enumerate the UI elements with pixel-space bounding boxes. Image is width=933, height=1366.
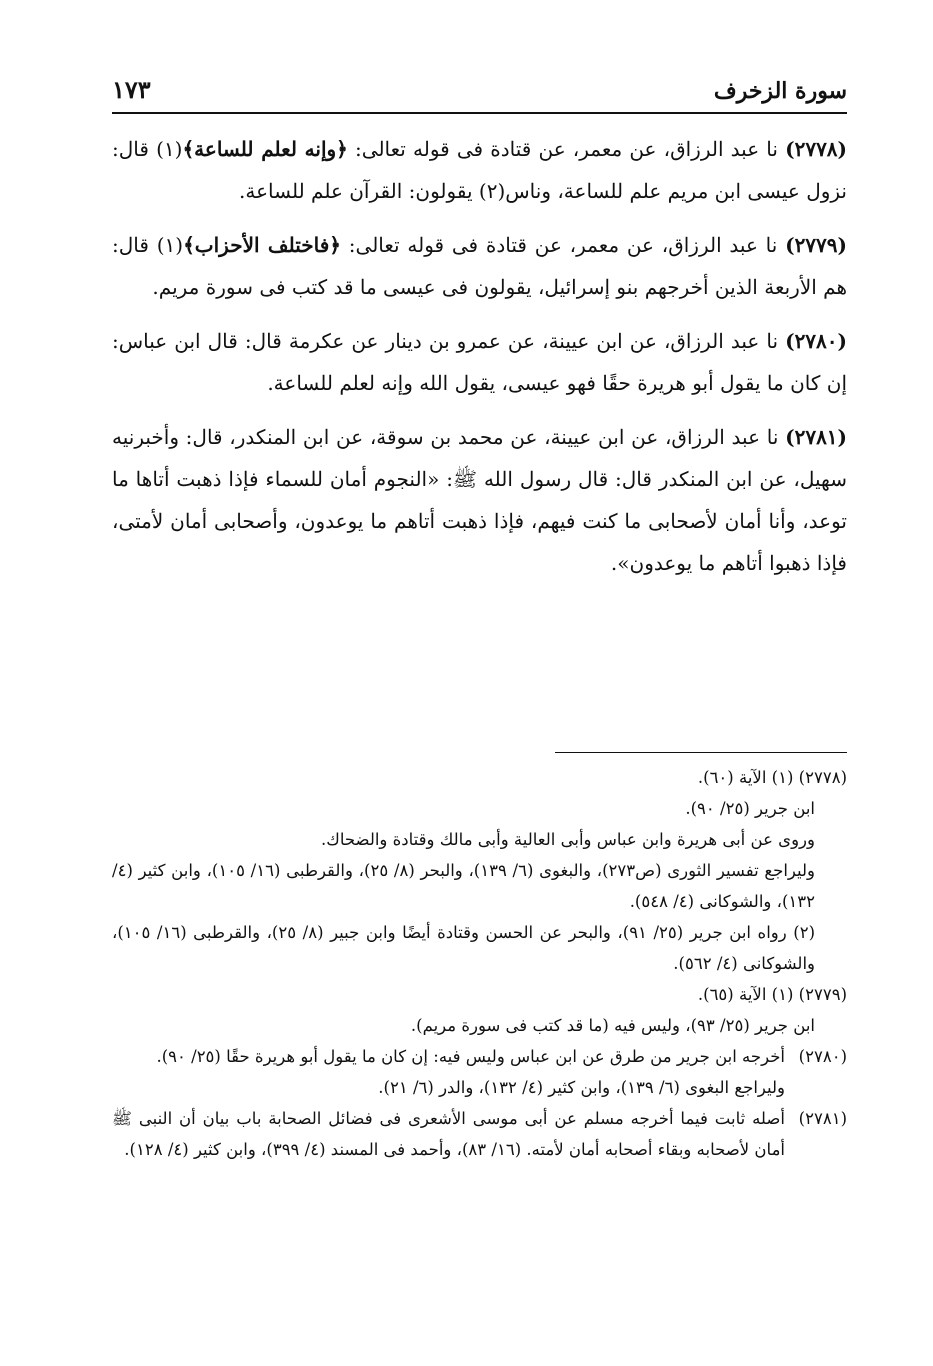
footnote-rule	[555, 752, 847, 753]
surah-title: سورة الزخرف	[713, 78, 847, 104]
hadith-entry-2781	[112, 416, 847, 584]
entry-text: نا عبد الرزاق، عن معمر، عن قتادة فى قوله تعالى:	[355, 137, 778, 161]
header-rule	[112, 112, 847, 114]
footnote-body	[112, 1041, 785, 1103]
footnote-line: ابن جرير (٢٥/ ٩٣)، وليس فيه (ما قد كتب فى سورة مريم).	[410, 1016, 815, 1035]
entry-text: (١) قال: نزول عيسى ابن مريم علم للساعة، وناس(٢) يقولون: القرآن علم للساعة.	[112, 137, 847, 203]
running-header	[112, 64, 847, 104]
footnotes	[112, 762, 847, 1165]
footnote-line: ابن جرير (٢٥/ ٩٠).	[685, 799, 815, 818]
entry-text: (١) قال: هم الأربعة الذين أخرجهم بنو إسرائيل، يقولون فى عيسى ما قد كتب فى سورة مريم.	[112, 233, 847, 299]
footnote-2779	[112, 979, 847, 1041]
hadith-entry-2778	[112, 128, 847, 212]
quran-quote: ﴿وإنه لعلم للساعة﴾	[182, 137, 348, 161]
footnote-line: وليراجع البغوى (٦/ ١٣٩)، وابن كثير (٤/ ١٣٢)، والدر (٦/ ٢١).	[378, 1078, 785, 1097]
entry-text: نا عبد الرزاق، عن معمر، عن قتادة فى قوله تعالى:	[348, 233, 778, 257]
footnote-2781	[112, 1103, 847, 1165]
footnote-2780	[112, 1041, 847, 1103]
footnote-heading: (٢٧٧٩) (١) الآية (٦٥).	[697, 985, 847, 1004]
hadith-entry-2779	[112, 224, 847, 308]
footnote-line: (٢) رواه ابن جرير (٢٥/ ٩١)، والبحر عن الحسن وقتادة أيضًا وابن جبير (٨/ ٢٥)، والقرطبى (١٦/ ١٠٥)، والشوكانى (٤/ ٥٦٢).	[112, 923, 815, 973]
entry-text: نا عبد الرزاق، عن ابن عيينة، عن عمرو بن دينار عن عكرمة قال: قال ابن عباس: إن كان ما يقول أبو هريرة حقًا فهو عيسى، يقول الله وإنه لعلم للساعة.	[112, 329, 847, 395]
footnote-line: وروى عن أبى هريرة وابن عباس وأبى العالية وأبى مالك وقتادة والضحاك.	[320, 830, 815, 849]
entry-number: (٢٧٨١)	[785, 425, 848, 449]
footnote-line: أخرجه ابن جرير من طرق عن ابن عباس وليس فيه: إن كان ما يقول أبو هريرة حقًا (٢٥/ ٩٠).	[156, 1047, 785, 1066]
page-number: ١٧٣	[112, 75, 151, 104]
entry-number: (٢٧٧٩)	[785, 233, 847, 257]
footnote-line: أصله ثابت فيما أخرجه مسلم عن أبى موسى الأشعرى فى فضائل الصحابة باب بيان أن النبى ﷺ أمان لأصحابه وبقاء أصحابه أمان لأمته. (١٦/ ٨٣)، وأحمد فى المسند (٤/ ٣٩٩)، وابن كثير (٤/ ١٢٨).	[112, 1109, 785, 1159]
entry-text: نا عبد الرزاق، عن ابن عيينة، عن محمد بن سوقة، عن ابن المنكدر، قال: وأخبرنيه سهيل، عن ابن المنكدر قال: قال رسول الله ﷺ: «النجوم أمان للسماء فإذا ذهبت أتاها ما توعد، وأنا أمان لأصحابى ما كنت فيهم، فإذا ذهبت أتاهم ما يوعدون، وأصحابى أمان لأمتى، فإذا ذهبوا أتاهم ما يوعدون».	[112, 425, 847, 575]
main-text	[112, 128, 847, 596]
quran-quote: ﴿فاختلف الأحزاب﴾	[183, 233, 342, 257]
entry-number: (٢٧٧٨)	[785, 137, 848, 161]
footnote-number: (٢٧٨١)	[798, 1109, 847, 1128]
footnote-2778	[112, 762, 847, 979]
footnote-heading: (٢٧٧٨) (١) الآية (٦٠).	[697, 768, 847, 787]
footnote-line: وليراجع تفسير الثورى (ص٢٧٣)، والبغوى (٦/ ١٣٩)، والبحر (٨/ ٢٥)، والقرطبى (١٦/ ١٠٥)، وابن كثير (٤/ ١٣٢)، والشوكانى (٤/ ٥٤٨).	[112, 861, 815, 911]
footnote-body	[112, 1103, 785, 1165]
entry-number: (٢٧٨٠)	[785, 329, 847, 353]
footnote-number: (٢٧٨٠)	[798, 1047, 847, 1066]
hadith-entry-2780	[112, 320, 847, 404]
